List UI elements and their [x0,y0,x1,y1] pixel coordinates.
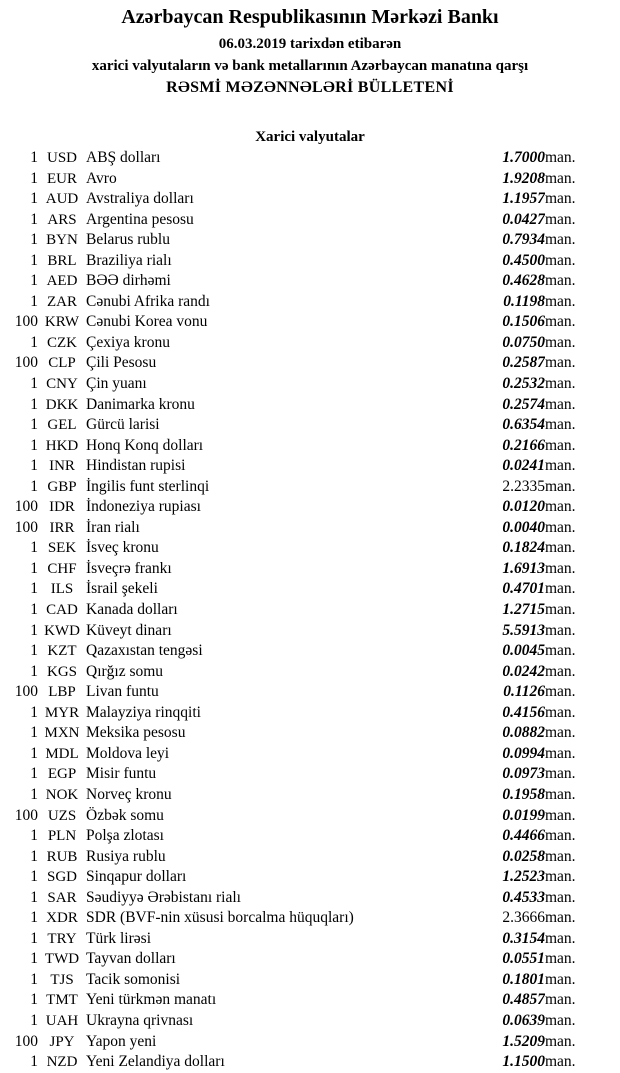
table-row [0,230,610,251]
currency-name-cell: Tacik somonisi [86,970,181,988]
table-row [0,990,610,1011]
table-row [0,148,610,169]
currency-name-cell: Qazaxıstan tengəsi [86,642,203,660]
currency-code-cell: KZT [47,643,77,660]
table-row [0,271,610,292]
unit-label-cell: man. [545,765,576,783]
quantity-cell: 100 [14,313,38,331]
quantity-cell: 100 [14,354,38,372]
unit-label-cell: man. [545,477,576,495]
rate-value-cell: 0.4857 [502,991,545,1009]
currency-name-cell: Polşa zlotası [86,827,164,845]
currency-name-cell: Ukrayna qrivnası [86,1011,194,1029]
currency-name-cell: İsveçrə frankı [86,559,172,577]
currency-name-cell: Avstraliya dolları [86,190,194,208]
unit-label-cell: man. [545,313,576,331]
rate-value-cell: 0.0242 [502,662,545,680]
unit-label-cell: man. [545,251,576,269]
rate-value-cell: 0.1506 [502,313,545,331]
quantity-cell: 1 [30,436,38,454]
currency-name-cell: Çili Pesosu [86,354,157,372]
rate-value-cell: 0.4466 [502,827,545,845]
table-row [0,929,610,950]
rate-value-cell: 1.7000 [502,149,545,166]
currency-name-cell: Yapon yeni [86,1032,157,1050]
unit-label-cell: man. [545,868,576,886]
quantity-cell: 1 [30,950,38,968]
currency-code-cell: MXN [44,725,80,742]
unit-label-cell: man. [545,642,576,660]
currency-code-cell: GBP [47,478,77,495]
currency-code-cell: CZK [47,334,77,351]
currency-name-cell: Səudiyyə Ərəbistanı rialı [86,888,241,906]
quantity-cell: 1 [30,395,38,413]
unit-label-cell: man. [545,580,576,598]
table-row [0,970,610,991]
rate-value-cell: 0.2166 [502,436,545,454]
table-row [0,169,610,190]
rate-value-cell: 0.2532 [502,375,545,393]
currency-name-cell: Hindistan rupisi [86,457,186,475]
quantity-cell: 1 [30,1053,38,1071]
rate-value-cell: 0.4156 [502,703,545,721]
table-row [0,1032,610,1053]
rate-value-cell: 0.0750 [502,333,545,351]
quantity-cell: 100 [14,498,38,516]
currency-name-cell: Braziliya rialı [86,251,172,269]
table-row [0,292,610,313]
quantity-cell: 1 [30,333,38,351]
currency-code-cell: MYR [44,704,80,721]
currency-code-cell: LBP [48,684,76,701]
currency-code-cell: NOK [45,786,79,803]
unit-label-cell: man. [545,498,576,516]
quantity-cell: 1 [30,929,38,947]
quantity-cell: 1 [30,1011,38,1029]
table-row [0,826,610,847]
unit-label-cell: man. [545,559,576,577]
currency-code-cell: BYN [46,232,78,249]
unit-label-cell: man. [545,744,576,762]
unit-label-cell: man. [545,169,576,187]
rate-value-cell: 2.3666 [502,909,545,927]
quantity-cell: 1 [30,765,38,783]
currency-name-cell: Kanada dolları [86,601,178,619]
unit-label-cell: man. [545,970,576,988]
table-row [0,559,610,580]
quantity-cell: 100 [14,683,38,701]
rate-value-cell: 1.9208 [502,169,545,187]
currency-code-cell: HKD [45,437,79,454]
quantity-cell: 1 [30,868,38,886]
table-row [0,682,610,703]
currency-code-cell: CNY [46,376,78,393]
quantity-cell: 1 [30,580,38,598]
currency-name-cell: Sinqapur dolları [86,868,187,886]
quantity-cell: 1 [30,477,38,495]
rate-value-cell: 2.2335 [502,477,545,495]
currency-code-cell: SAR [47,889,77,906]
currency-name-cell: Avro [86,169,117,187]
quantity-cell: 1 [30,724,38,742]
unit-label-cell: man. [545,210,576,228]
unit-label-cell: man. [545,929,576,947]
currency-name-cell: Honq Konq dolları [86,436,204,454]
unit-label-cell: man. [545,785,576,803]
quantity-cell: 100 [14,806,38,824]
unit-label-cell: man. [545,1053,576,1071]
table-row [0,703,610,724]
table-row [0,847,610,868]
currency-name-cell: Türk lirəsi [86,929,151,947]
currency-code-cell: PLN [47,828,77,845]
currency-code-cell: GEL [47,417,77,434]
currency-name-cell: Meksika pesosu [86,724,186,742]
rate-value-cell: 1.1500 [502,1053,545,1071]
quantity-cell: 1 [30,559,38,577]
table-row [0,333,610,354]
rate-value-cell: 0.0199 [502,806,545,824]
quantity-cell: 100 [14,518,38,536]
unit-label-cell: man. [545,909,576,927]
table-row [0,189,610,210]
quantity-cell: 1 [30,292,38,310]
unit-label-cell: man. [545,621,576,639]
table-row [0,579,610,600]
currency-name-cell: Cənubi Afrika randı [86,292,210,310]
unit-label-cell: man. [545,601,576,619]
rate-value-cell: 0.4533 [502,888,545,906]
unit-label-cell: man. [545,231,576,249]
quantity-cell: 1 [30,888,38,906]
rate-value-cell: 0.2587 [502,354,545,372]
table-row [0,497,610,518]
unit-label-cell: man. [545,539,576,557]
currency-code-cell: JPY [49,1033,75,1050]
currency-code-cell: TMT [46,992,78,1009]
currency-code-cell: ILS [50,581,74,598]
table-row [0,662,610,683]
currency-code-cell: INR [49,458,75,475]
unit-label-cell: man. [545,847,576,865]
currency-name-cell: Argentina pesosu [86,210,194,228]
currency-code-cell: KGS [46,663,77,680]
unit-label-cell: man. [545,888,576,906]
table-row [0,1011,610,1032]
currency-code-cell: TJS [50,971,74,988]
unit-label-cell: man. [545,662,576,680]
currency-code-cell: AUD [45,191,79,208]
currency-name-cell: İsrail şekeli [86,580,158,598]
bulletin-title: RƏSMİ MƏZƏNNƏLƏRİ BÜLLETENİ [166,79,454,96]
currency-name-cell: Moldova leyi [86,744,170,762]
quantity-cell: 1 [30,169,38,187]
quantity-cell: 1 [30,785,38,803]
quantity-cell: 1 [30,251,38,269]
rates-table [0,148,610,1073]
unit-label-cell: man. [545,518,576,536]
table-row [0,641,610,662]
currency-name-cell: Norveç kronu [86,785,172,803]
currency-name-cell: Çin yuanı [86,375,147,393]
currency-name-cell: Livan funtu [86,683,159,701]
date-line: 06.03.2019 tarixdən etibarən [218,36,402,52]
section-title-foreign-currencies: Xarici valyutalar [255,129,365,145]
unit-label-cell: man. [545,395,576,413]
quantity-cell: 1 [30,457,38,475]
currency-code-cell: SEK [47,540,77,557]
quantity-cell: 1 [30,642,38,660]
rates-table-body [0,148,610,1073]
rate-value-cell: 0.0973 [502,765,545,783]
unit-label-cell: man. [545,333,576,351]
quantity-cell: 100 [14,1032,38,1050]
rate-value-cell: 1.6913 [502,559,545,577]
rate-value-cell: 0.0427 [502,210,545,228]
unit-label-cell: man. [545,806,576,824]
rate-value-cell: 0.0040 [502,518,545,536]
rate-value-cell: 0.0882 [502,724,545,742]
subtitle-line: xarici valyutaların və bank metallarının Azərbaycan manatına qarşı [91,58,529,74]
quantity-cell: 1 [30,231,38,249]
quantity-cell: 1 [30,991,38,1009]
currency-name-cell: İndoneziya rupiası [86,498,201,516]
quantity-cell: 1 [30,827,38,845]
currency-name-cell: İngilis funt sterlinqi [86,477,210,495]
currency-name-cell: Danimarka kronu [86,395,195,413]
rate-value-cell: 0.1958 [502,785,545,803]
unit-label-cell: man. [545,683,576,701]
rate-value-cell: 0.6354 [502,416,545,434]
rate-value-cell: 0.0994 [502,744,545,762]
quantity-cell: 1 [30,703,38,721]
rate-value-cell: 1.2715 [502,601,545,619]
quantity-cell: 1 [30,375,38,393]
unit-label-cell: man. [545,272,576,290]
table-row [0,723,610,744]
currency-name-cell: Yeni türkmən manatı [86,991,217,1009]
rate-value-cell: 0.0241 [502,457,545,475]
currency-code-cell: SGD [46,869,77,886]
currency-name-cell: BƏƏ dirhəmi [86,272,171,290]
quantity-cell: 1 [30,970,38,988]
table-row [0,621,610,642]
currency-code-cell: UZS [47,807,77,824]
unit-label-cell: man. [545,375,576,393]
currency-code-cell: USD [46,150,77,166]
table-row [0,456,610,477]
currency-name-cell: Belarus rublu [86,231,170,249]
table-row [0,353,610,374]
table-row [0,949,610,970]
rate-value-cell: 1.1957 [502,190,545,208]
unit-label-cell: man. [545,1032,576,1050]
quantity-cell: 1 [30,662,38,680]
currency-code-cell: TWD [44,951,80,968]
unit-label-cell: man. [545,354,576,372]
unit-label-cell: man. [545,436,576,454]
currency-name-cell: Misir funtu [86,765,157,783]
currency-code-cell: KRW [44,314,80,331]
unit-label-cell: man. [545,991,576,1009]
quantity-cell: 1 [30,847,38,865]
unit-label-cell: man. [545,950,576,968]
rate-value-cell: 0.0551 [502,950,545,968]
quantity-cell: 1 [30,190,38,208]
table-row [0,1052,610,1073]
quantity-cell: 1 [30,416,38,434]
table-row [0,312,610,333]
rate-value-cell: 0.4500 [502,251,545,269]
rate-value-cell: 0.3154 [502,929,545,947]
unit-label-cell: man. [545,457,576,475]
rate-value-cell: 0.2574 [502,395,545,413]
unit-label-cell: man. [545,724,576,742]
table-row [0,867,610,888]
quantity-cell: 1 [30,601,38,619]
quantity-cell: 1 [30,272,38,290]
table-row [0,374,610,395]
quantity-cell: 1 [30,744,38,762]
currency-name-cell: SDR (BVF-nin xüsusi borcalma hüquqları) [86,909,354,927]
rate-value-cell: 0.1824 [502,539,545,557]
currency-code-cell: XDR [46,910,78,927]
rate-value-cell: 0.7934 [502,231,545,249]
table-row [0,764,610,785]
currency-name-cell: Çexiya kronu [86,333,170,351]
rate-value-cell: 0.0120 [502,498,545,516]
currency-code-cell: ARS [47,211,77,228]
rate-value-cell: 0.0258 [502,847,545,865]
rate-value-cell: 0.0045 [502,642,545,660]
currency-name-cell: Rusiya rublu [86,847,166,865]
rate-value-cell: 0.0639 [502,1011,545,1029]
quantity-cell: 1 [30,909,38,927]
currency-code-cell: UAH [45,1012,79,1029]
table-row [0,785,610,806]
unit-label-cell: man. [545,416,576,434]
unit-label-cell: man. [545,1011,576,1029]
currency-code-cell: TRY [47,930,77,947]
rate-value-cell: 0.1198 [503,292,545,310]
table-row [0,395,610,416]
unit-label-cell: man. [545,190,576,208]
table-row [0,477,610,498]
currency-name-cell: Yeni Zelandiya dolları [86,1053,225,1071]
table-row [0,888,610,909]
unit-label-cell: man. [545,149,576,166]
currency-code-cell: IDR [49,499,75,516]
quantity-cell: 1 [30,539,38,557]
rate-value-cell: 0.1801 [502,970,545,988]
currency-code-cell: BRL [47,252,77,269]
table-row [0,600,610,621]
table-row [0,744,610,765]
page-title: Azərbaycan Respublikasının Mərkəzi Bankı [121,6,499,28]
currency-code-cell: KWD [44,622,80,639]
table-row [0,538,610,559]
rate-value-cell: 5.5913 [502,621,545,639]
currency-name-cell: Qırğız somu [86,662,164,680]
currency-code-cell: DKK [45,396,79,413]
table-row [0,436,610,457]
table-row [0,251,610,272]
currency-code-cell: MDL [45,745,79,762]
rate-value-cell: 1.5209 [502,1032,545,1050]
rate-value-cell: 0.4628 [502,272,545,290]
currency-name-cell: İran rialı [86,518,140,536]
unit-label-cell: man. [545,292,576,310]
currency-code-cell: ZAR [47,293,77,310]
currency-name-cell: Özbək somu [86,806,164,824]
currency-code-cell: IRR [49,519,75,536]
currency-name-cell: Küveyt dinarı [86,621,172,639]
currency-name-cell: Gürcü larisi [86,416,160,434]
quantity-cell: 1 [30,149,38,166]
currency-code-cell: CLP [48,355,76,372]
currency-code-cell: CHF [47,560,77,577]
table-row [0,806,610,827]
currency-code-cell: CAD [46,602,78,619]
rate-value-cell: 1.2523 [502,868,545,886]
currency-code-cell: EGP [47,766,77,783]
unit-label-cell: man. [545,703,576,721]
rate-value-cell: 0.4701 [502,580,545,598]
table-row [0,518,610,539]
table-row [0,210,610,231]
currency-code-cell: RUB [46,848,78,865]
currency-name-cell: Cənubi Korea vonu [86,313,208,331]
currency-name-cell: Tayvan dolları [86,950,176,968]
table-row [0,908,610,929]
currency-name-cell: İsveç kronu [86,539,159,557]
currency-code-cell: EUR [47,170,77,187]
currency-name-cell: ABŞ dolları [86,149,161,166]
quantity-cell: 1 [30,621,38,639]
currency-name-cell: Malayziya rinqqiti [86,703,201,721]
table-row [0,415,610,436]
unit-label-cell: man. [545,827,576,845]
currency-code-cell: NZD [46,1054,78,1071]
currency-code-cell: AED [46,273,78,290]
rate-value-cell: 0.1126 [503,683,545,701]
quantity-cell: 1 [30,210,38,228]
